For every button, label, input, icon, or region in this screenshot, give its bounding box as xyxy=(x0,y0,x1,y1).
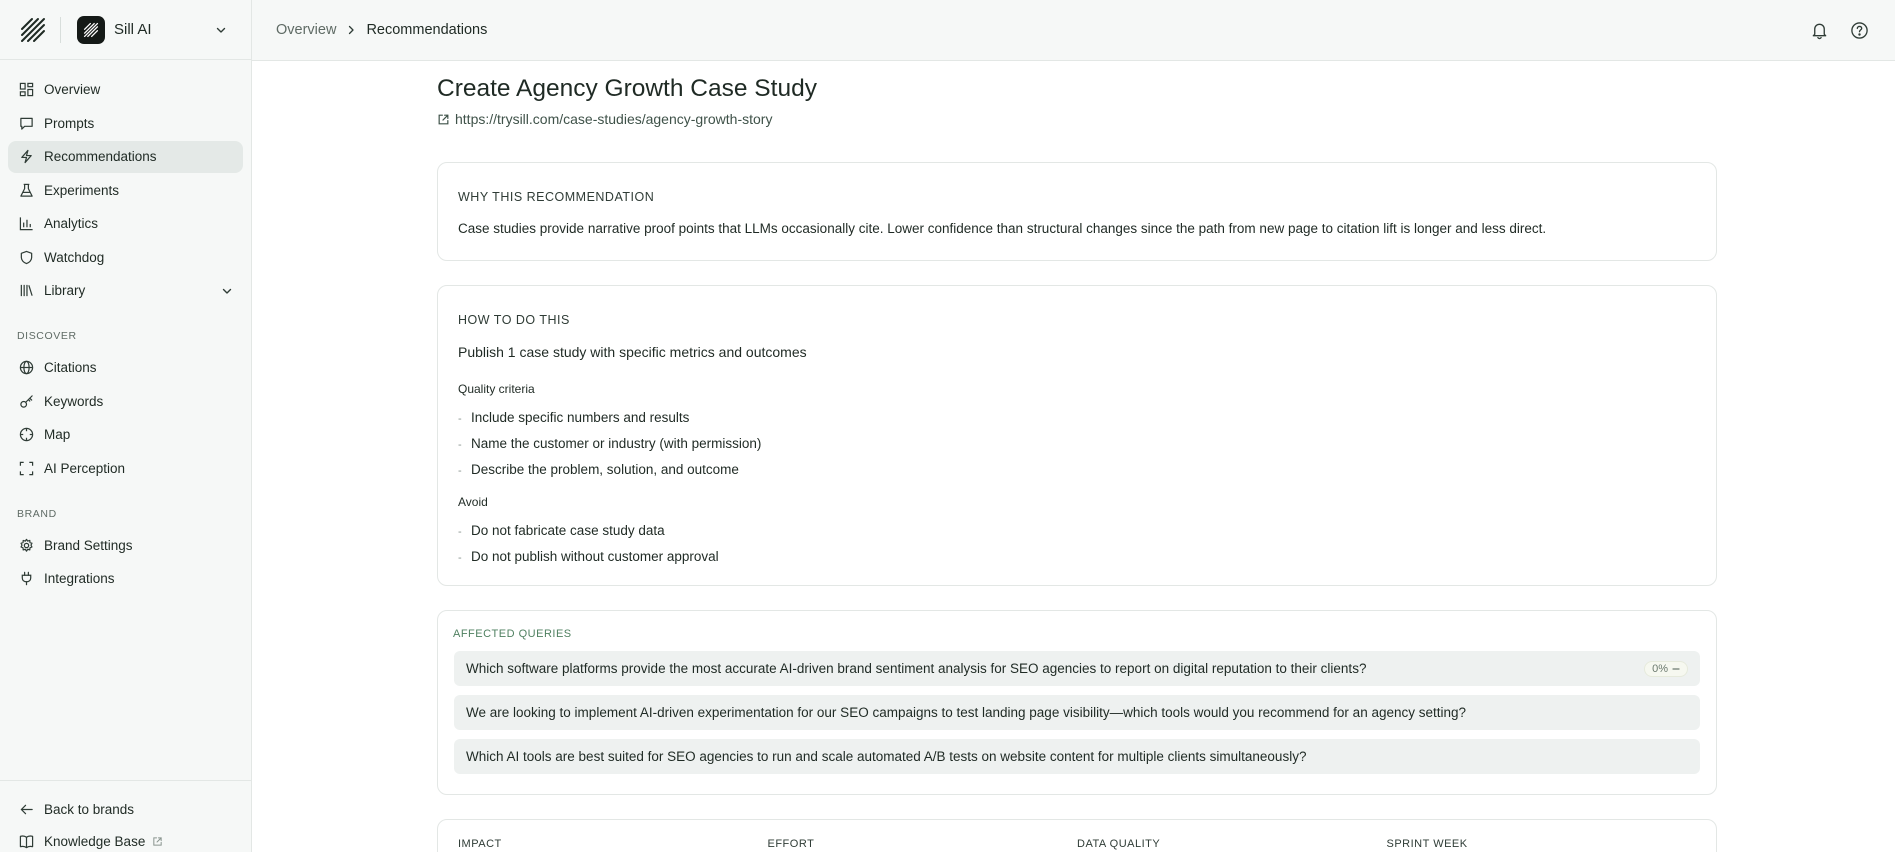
quality-criteria-label: Quality criteria xyxy=(458,382,535,396)
impact-label: IMPACT xyxy=(458,838,502,850)
how-heading: HOW TO DO THIS xyxy=(458,313,570,327)
why-heading: WHY THIS RECOMMENDATION xyxy=(458,190,655,204)
external-link-icon xyxy=(437,113,450,126)
sidebar-item-label: Analytics xyxy=(44,216,99,231)
badge-value: 0% xyxy=(1652,662,1668,675)
main-nav xyxy=(0,60,251,595)
grid-icon xyxy=(18,82,34,98)
sidebar-item-recommendations[interactable] xyxy=(8,141,243,173)
query-row[interactable] xyxy=(454,695,1700,730)
back-to-brands-link[interactable] xyxy=(8,795,243,825)
minus-icon xyxy=(1672,665,1680,673)
section-label-discover: DISCOVER xyxy=(17,330,77,342)
why-card xyxy=(437,162,1717,261)
sidebar-item-label: Overview xyxy=(44,82,101,97)
recommendation-detail xyxy=(437,61,1717,852)
page-url[interactable]: https://trysill.com/case-studies/agency-growth-story xyxy=(455,111,773,127)
sidebar-item-label: Map xyxy=(44,427,71,442)
sidebar-item-ai-perception[interactable] xyxy=(8,452,243,484)
sidebar-item-label: Keywords xyxy=(44,393,104,409)
main-content xyxy=(252,61,1895,852)
breadcrumb-overview[interactable]: Overview xyxy=(276,22,337,38)
sidebar-item-label: Integrations xyxy=(44,571,115,586)
why-text: Case studies provide narrative proof points that LLMs occasionally cite. Lower confidence than structural changes since the path from new page to citation lift is longer and less direct. xyxy=(458,221,1547,236)
sidebar-item-label: Citations xyxy=(44,360,97,375)
plug-icon xyxy=(18,571,34,587)
sidebar-item-library[interactable] xyxy=(8,275,243,307)
data-quality-label: DATA QUALITY xyxy=(1077,838,1161,850)
breadcrumb-current: Recommendations xyxy=(366,22,488,38)
globe-icon xyxy=(18,360,34,376)
affected-queries-heading: AFFECTED QUERIES xyxy=(453,628,572,640)
divider xyxy=(60,17,61,43)
book-icon xyxy=(18,833,34,849)
sidebar-item-integrations[interactable] xyxy=(8,563,243,595)
list-item: - Do not publish without customer approval xyxy=(458,548,719,564)
affected-queries-card xyxy=(437,610,1717,795)
chevron-right-icon xyxy=(346,25,356,35)
page-url-link[interactable] xyxy=(437,110,1717,128)
sidebar-item-label: AI Perception xyxy=(44,460,126,476)
bell-icon[interactable] xyxy=(1807,18,1831,42)
sidebar-item-analytics[interactable] xyxy=(8,208,243,240)
list-item: - Describe the problem, solution, and outcome xyxy=(458,461,739,477)
avoid-label: Avoid xyxy=(458,495,488,509)
brand-avatar[interactable] xyxy=(77,16,105,44)
sidebar-item-overview[interactable] xyxy=(8,74,243,106)
how-text: Publish 1 case study with specific metrics and outcomes xyxy=(458,344,807,360)
scan-icon xyxy=(18,460,34,476)
brand-switcher-chevron-icon[interactable] xyxy=(209,18,233,42)
shield-icon xyxy=(18,249,34,265)
flask-icon xyxy=(18,182,34,198)
chat-icon xyxy=(18,115,34,131)
metrics-card xyxy=(437,819,1717,852)
chevron-down-icon[interactable] xyxy=(221,285,233,297)
sidebar-item-brand-settings[interactable] xyxy=(8,529,243,561)
sidebar-item-experiments[interactable] xyxy=(8,174,243,206)
sidebar-item-label: Experiments xyxy=(44,182,120,198)
sprint-week-label: SPRINT WEEK xyxy=(1386,838,1468,850)
sidebar-item-citations[interactable] xyxy=(8,352,243,384)
arrow-left-icon xyxy=(18,802,34,818)
header-actions xyxy=(1807,18,1871,42)
sidebar-item-label: Prompts xyxy=(44,115,95,131)
external-link-icon xyxy=(152,836,163,847)
query-row[interactable] xyxy=(454,651,1700,686)
quality-criteria-list xyxy=(458,404,1696,482)
crosshair-icon xyxy=(18,427,34,443)
bar-chart-icon xyxy=(18,216,34,232)
visibility-badge xyxy=(1644,661,1688,677)
app-logo-icon[interactable] xyxy=(18,15,48,45)
brand-name[interactable]: Sill AI xyxy=(114,21,152,38)
sidebar-item-label: Knowledge Base xyxy=(44,833,146,849)
query-text: We are looking to implement AI-driven experimentation for our SEO campaigns to test landing page visibility—which tools would you recommend for an agency setting? xyxy=(466,705,1467,720)
key-icon xyxy=(18,393,34,409)
sidebar-item-label: Recommendations xyxy=(44,149,157,164)
sidebar-item-keywords[interactable] xyxy=(8,385,243,417)
brand-bar xyxy=(0,0,251,60)
sidebar-item-label: Brand Settings xyxy=(44,537,133,553)
top-bar xyxy=(252,0,1895,61)
sidebar-item-label: Library xyxy=(44,283,86,298)
page-title: Create Agency Growth Case Study xyxy=(437,75,817,102)
section-label-brand: BRAND xyxy=(17,507,57,520)
sidebar-item-map[interactable] xyxy=(8,419,243,451)
sidebar-item-watchdog[interactable] xyxy=(8,241,243,273)
sidebar xyxy=(0,0,252,852)
query-text: Which AI tools are best suited for SEO agencies to run and scale automated A/B tests on website content for multiple clients simultaneously? xyxy=(466,749,1307,764)
effort-label: EFFORT xyxy=(767,838,815,850)
sidebar-item-label: Back to brands xyxy=(44,802,135,817)
sidebar-footer xyxy=(0,780,251,852)
help-icon[interactable] xyxy=(1847,18,1871,42)
list-item: - Include specific numbers and results xyxy=(458,409,690,425)
query-row[interactable] xyxy=(454,739,1700,774)
sidebar-item-label: Watchdog xyxy=(44,249,105,265)
library-icon xyxy=(18,283,34,299)
list-item: - Name the customer or industry (with permission) xyxy=(458,435,762,451)
list-item: - Do not fabricate case study data xyxy=(458,522,665,538)
avoid-list xyxy=(458,517,1696,569)
query-text: Which software platforms provide the most accurate AI-driven brand sentiment analysis for SEO agencies to report on digital reputation to their clients? xyxy=(466,661,1367,676)
how-card xyxy=(437,285,1717,586)
knowledge-base-link[interactable] xyxy=(8,826,243,852)
gear-icon xyxy=(18,537,34,553)
sidebar-item-prompts[interactable] xyxy=(8,107,243,139)
bolt-icon xyxy=(18,149,34,165)
